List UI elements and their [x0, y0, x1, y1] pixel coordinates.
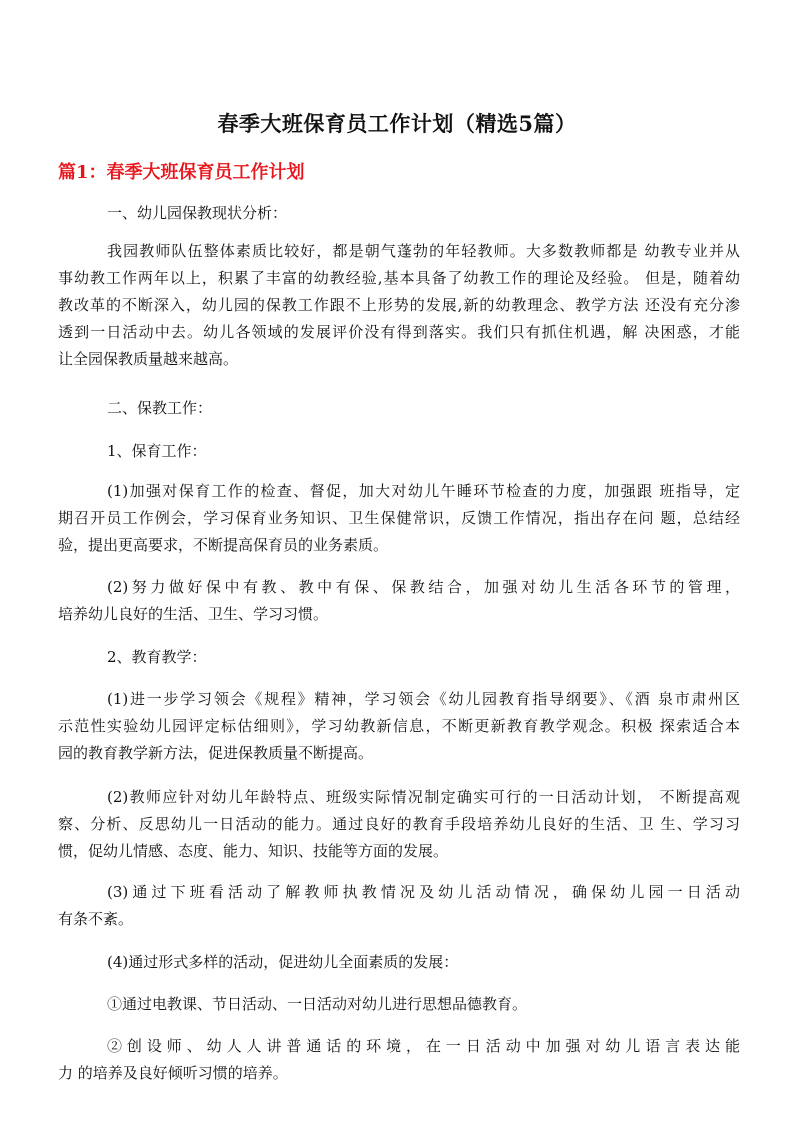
paragraph-line: 有条不紊。 — [58, 910, 134, 928]
section-heading: 篇1：春季大班保育员工作计划 — [58, 162, 305, 183]
paragraph-line: 验，提出更高要求，不断提高保育员的业务素质。 — [58, 536, 389, 554]
paragraph-line: (1)进一步学习领会《规程》精神，学习领会《幼儿园教育指导纲要》、《酒 泉市肃州区 — [107, 690, 740, 708]
paragraph-line: 我园教师队伍整体素质比较好，都是朝气蓬勃的年轻教师。大多数教师都是 幼教专业并从 — [107, 242, 740, 260]
paragraph-line: 力 的培养及良好倾听习惯的培养。 — [58, 1064, 288, 1082]
paragraph-line: 透到一日活动中去。幼儿各领域的发展评价没有得到落实。我们只有抓住机遇，解 决困惑，才能 — [58, 323, 740, 341]
paragraph-line: 察、分析、反思幼儿一日活动的能力。通过良好的教育手段培养幼儿良好的生活、卫 生、学习习 — [58, 815, 740, 833]
paragraph-line: 让全园保教质量越来越高。 — [58, 350, 239, 368]
paragraph-line: 期召开员工作例会，学习保育业务知识、卫生保健常识，反馈工作情况，指出存在问 题，总结经 — [58, 509, 740, 527]
paragraph-line: 二、保教工作： — [107, 399, 213, 417]
paragraph-line: 一、幼儿园保教现状分析： — [107, 204, 288, 222]
paragraph-line: 1、保育工作： — [107, 442, 207, 460]
paragraph-line: 教改革的不断深入，幼儿园的保教工作跟不上形势的发展,新的幼教理念、教学方法 还没有充分渗 — [58, 296, 740, 314]
paragraph-line: ①通过电教课、节日活动、一日活动对幼儿进行思想品德教育。 — [107, 995, 528, 1013]
paragraph-line: 园的教育教学新方法，促进保教质量不断提高。 — [58, 744, 374, 762]
paragraph-line: 2、教育教学： — [107, 648, 207, 666]
paragraph-line: 惯，促幼儿情感、态度、能力、知识、技能等方面的发展。 — [58, 842, 449, 860]
paragraph-line: (4)通过形式多样的活动，促进幼儿全面素质的发展： — [107, 953, 459, 971]
paragraph-line: (2)教师应针对幼儿年龄特点、班级实际情况制定确实可行的一日活动计划， 不断提高观 — [107, 788, 740, 806]
paragraph-line: 示范性实验幼儿园评定标估细则》，学习幼教新信息，不断更新教育教学观念。积极 探索适合本 — [58, 717, 740, 735]
paragraph-line: (2)努力做好保中有教、教中有保、保教结合，加强对幼儿生活各环节的管理， — [107, 578, 740, 596]
document-title: 春季大班保育员工作计划（精选5篇） — [217, 111, 577, 136]
paragraph-line: ②创设师、幼人人讲普通话的环境，在一日活动中加强对幼儿语言表达能 — [107, 1037, 740, 1055]
paragraph-line: 培养幼儿良好的生活、卫生、学习习惯。 — [58, 605, 329, 623]
paragraph-line: 事幼教工作两年以上，积累了丰富的幼教经验,基本具备了幼教工作的理论及经验。 但是，随着幼 — [58, 269, 740, 287]
paragraph-line: (1)加强对保育工作的检查、督促，加大对幼儿午睡环节检查的力度，加强跟 班指导，定 — [107, 482, 740, 500]
paragraph-line: (3)通过下班看活动了解教师执教情况及幼儿活动情况，确保幼儿园一日活动 — [107, 883, 740, 901]
